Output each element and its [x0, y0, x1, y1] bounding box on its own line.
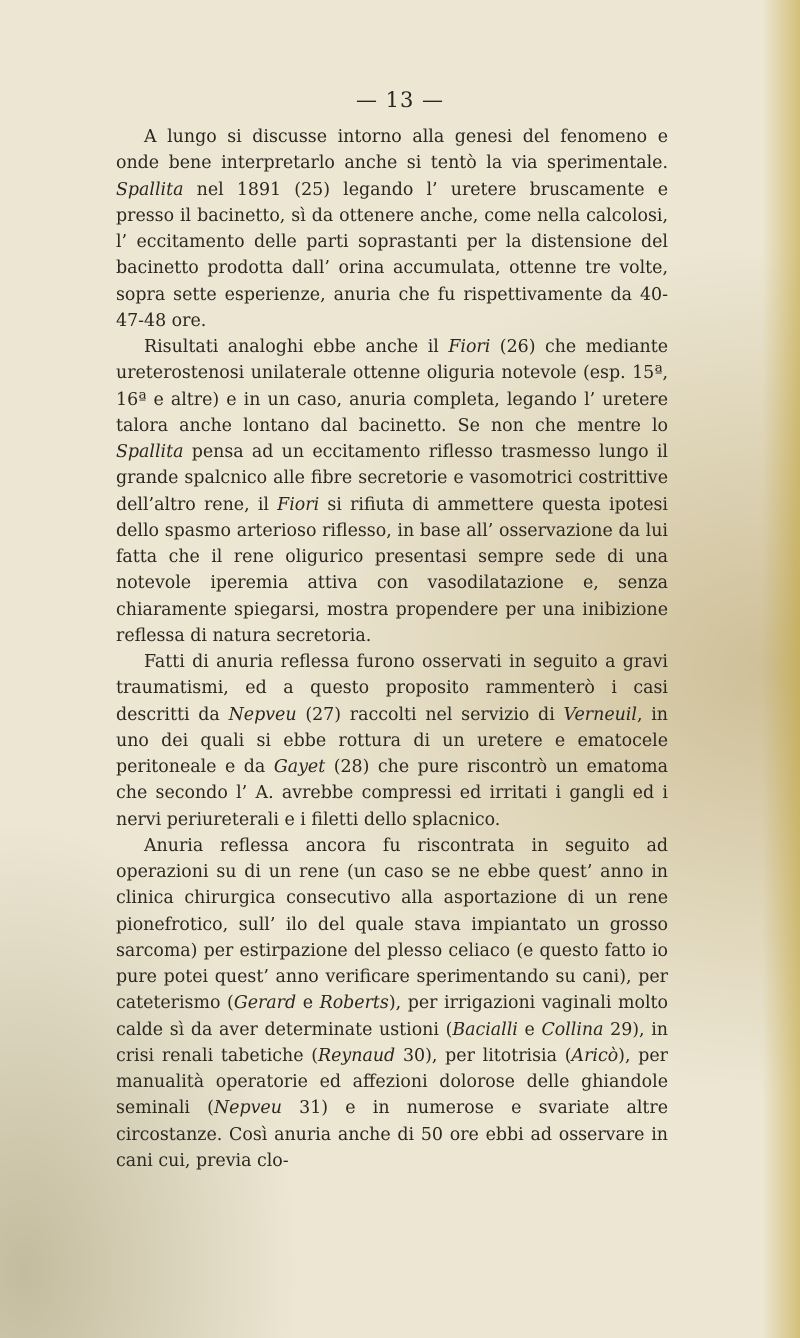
paragraph: Fatti di anuria reflessa furono osservati in seguito a gravi traumatismi, ed a questo proposito rammenterò i casi descritti da Nepveu (27) raccolti nel servizio di Verneuil, in uno dei quali si ebbe rottura di un uretere e ematocele peritoneale e da Gayet (28) che pure riscontrò un ematoma che secondo l’ A. avrebbe compressi ed irritati i gangli ed i nervi periureterali e i filetti dello splacnico. — [116, 652, 669, 830]
body-text — [116, 124, 668, 1174]
paragraph: Anuria reflessa ancora fu riscontrata in seguito ad operazioni su di un rene (un caso se ne ebbe quest’ anno in clinica chirurgica consecutivo alla asportazione di un rene pionefrotico, sull’ ilo del quale stava impiantato un grosso sarcoma) per estirpazione del plesso celiaco (e questo fatto io pure potei quest’ anno verificare sperimentando su cani), per cateterismo (Gerard e Roberts), per irrigazioni vaginali molto calde sì da aver determinate ustioni (Bacialli e Collina 29), in crisi renali tabetiche (Reynaud 30), per litotrisia (Aricò), per manualità operatorie ed affezioni dolorose delle ghiandole seminali (Nepveu 31) e in numerose e svariate altre circostanze. Così anuria anche di 50 ore ebbi ad osservare in cani cui, previa clo- — [116, 835, 668, 1171]
page-number: — 13 — — [355, 88, 445, 112]
paragraph: A lungo si discusse intorno alla genesi del fenomeno e onde bene interpretarlo anche si tentò la via sperimentale. Spallita nel 1891 (25) legando l’ uretere bruscamente e presso il bacinetto, sì da ottenere anche, come nella calcolosi, l’ eccitamento delle parti soprastanti per la distensione del bacinetto prodotta dall’ orina accumulata, ottenne tre volte, sopra sette esperienze, anuria che fu rispettivamente da 40-47-48 ore. — [116, 127, 668, 331]
paragraph: Risultati analoghi ebbe anche il Fiori (26) che mediante ureterostenosi unilaterale ottenne oliguria notevole (esp. 15ª, 16ª e altre) e in un caso, anuria completa, legando l’ uretere talora anche lontano dal bacinetto. Se non che mentre lo Spallita pensa ad un eccitamento riflesso trasmesso lungo il grande spalcnico alle fibre secretorie e vasomotrici costrittive dell’altro rene, il Fiori si rifiuta di ammettere questa ipotesi dello spasmo arterioso riflesso, in base all’ osservazione da lui fatta che il rene oligurico presentasi sempre sede di una notevole iperemia attiva con vasodilatazione e, senza chiaramente spiegarsi, mostra propendere per una inibizione reflessa di natura secretoria. — [116, 337, 669, 646]
page-edge-discoloration — [762, 0, 800, 1338]
